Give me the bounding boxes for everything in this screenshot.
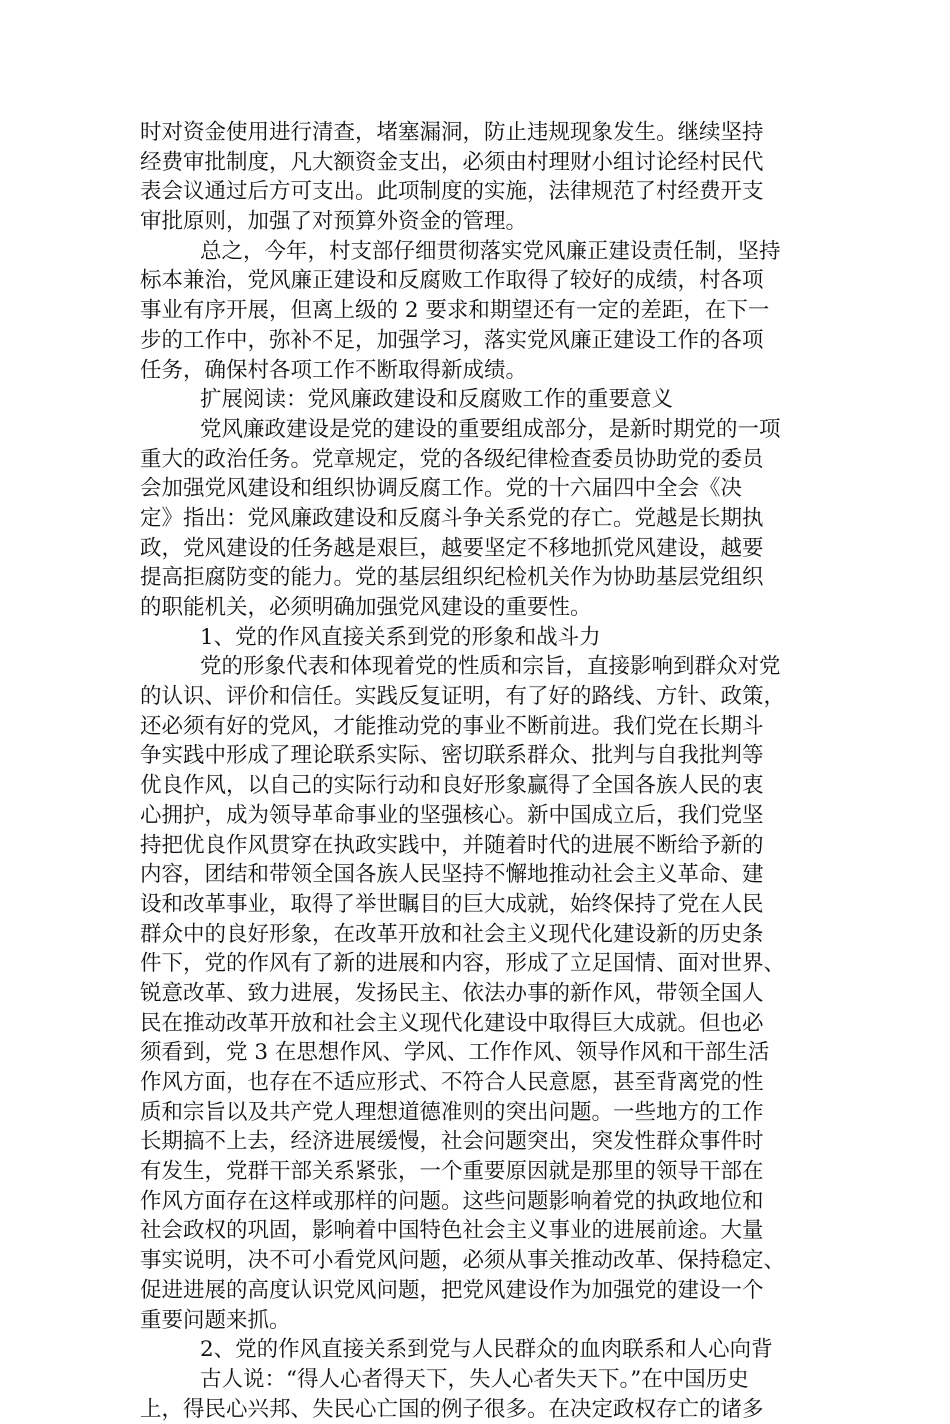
paragraph-first-line: 总之，今年，村支部仔细贯彻落实党风廉正建设责任制，坚持 [200,238,781,264]
paragraph-first-line: 党的形象代表和体现着党的性质和宗旨，直接影响到群众对党 [200,654,781,680]
text-line: 标本兼治，党风廉正建设和反腐败工作取得了较好的成绩，村各项 [140,268,764,294]
text-line: 锐意改革、致力进展，发扬民主、依法办事的新作风，带领全国人 [140,980,764,1006]
text-line: 作风方面，也存在不适应形式、不符合人民意愿，甚至背离党的性 [140,1070,764,1095]
text-line: 作风方面存在这样或那样的问题。这些问题影响着党的执政地位和 [140,1188,764,1214]
text-line: 件下，党的作风有了新的进展和内容，形成了立足国情、面对世界、 [140,951,786,977]
text-line: 还必须有好的党风，才能推动党的事业不断前进。我们党在长期斗 [140,713,764,739]
text-line: 重大的政治任务。党章规定，党的各级纪律检查委员协助党的委员 [140,446,764,472]
text-line: 有发生，党群干部关系紧张，一个重要原因就是那里的领导干部在 [140,1159,764,1185]
text-line: 民在推动改革开放和社会主义现代化建设中取得巨大成就。但也必 [140,1010,764,1036]
paragraph-first-line: 2、党的作风直接关系到党与人民群众的血肉联系和人心向背 [200,1337,773,1363]
paragraph-first-line: 党风廉政建设是党的建设的重要组成部分，是新时期党的一项 [200,416,781,442]
text-line: 的职能机关，必须明确加强党风建设的重要性。 [140,595,592,620]
text-line: 步的工作中，弥补不足，加强学习，落实党风廉正建设工作的各项 [140,327,764,353]
text-line: 重要问题来抓。 [140,1307,291,1333]
text-line: 心拥护，成为领导革命事业的坚强核心。新中国成立后，我们党坚 [140,802,764,828]
text-line: 须看到，党 3 在思想作风、学风、工作作风、领导作风和干部生活 [140,1040,770,1066]
text-line: 上，得民心兴邦、失民心亡国的例子很多。在决定政权存亡的诸多 [140,1396,764,1422]
text-line: 优良作风，以自己的实际行动和良好形象赢得了全国各族人民的衷 [140,773,764,799]
text-line: 会加强党风建设和组织协调反腐工作。党的十六届四中全会《决 [140,476,743,502]
text-line: 群众中的良好形象，在改革开放和社会主义现代化建设新的历史条 [140,921,764,947]
text-line: 政，党风建设的任务越是艰巨，越要坚定不移地抓党风建设，越要 [140,535,764,561]
paragraph-first-line: 古人说：“得人心者得天下，失人心者失天下。”在中国历史 [200,1366,749,1392]
text-line: 事实说明，决不可小看党风问题，必须从事关推动改革、保持稳定、 [140,1248,786,1274]
paragraph-first-line: 扩展阅读：党风廉政建设和反腐败工作的重要意义 [200,387,674,413]
text-line: 社会政权的巩固，影响着中国特色社会主义事业的进展前途。大量 [140,1218,764,1244]
text-line: 经费审批制度，凡大额资金支出，必须由村理财小组讨论经村民代 [140,149,764,175]
text-line: 质和宗旨以及共产党人理想道德准则的突出问题。一些地方的工作 [140,1099,764,1125]
text-line: 定》指出：党风廉政建设和反腐斗争关系党的存亡。党越是长期执 [140,505,764,531]
text-line: 长期搞不上去，经济进展缓慢，社会问题突出，突发性群众事件时 [140,1129,764,1155]
text-line: 提高拒腐防变的能力。党的基层组织纪检机关作为协助基层党组织 [140,565,764,591]
paragraph-first-line: 1、党的作风直接关系到党的形象和战斗力 [200,624,601,650]
document-body [140,118,810,1424]
text-line: 表会议通过后方可支出。此项制度的实施，法律规范了村经费开支 [140,179,764,205]
text-line: 的认识、评价和信任。实践反复证明，有了好的路线、方针、政策， [140,684,786,710]
text-line: 持把优良作风贯穿在执政实践中，并随着时代的进展不断给予新的 [140,832,764,858]
text-line: 时对资金使用进行清查，堵塞漏洞，防止违规现象发生。继续坚持 [140,120,764,145]
text-line: 任务，确保村各项工作不断取得新成绩。 [140,357,528,383]
text-line: 促进进展的高度认识党风问题，把党风建设作为加强党的建设一个 [140,1277,764,1303]
text-line: 事业有序开展，但离上级的 2 要求和期望还有一定的差距，在下一 [140,298,770,324]
text-line: 审批原则，加强了对预算外资金的管理。 [140,209,528,235]
text-line: 设和改革事业，取得了举世瞩目的巨大成就，始终保持了党在人民 [140,891,764,917]
text-line: 内容，团结和带领全国各族人民坚持不懈地推动社会主义革命、建 [140,862,764,888]
text-line: 争实践中形成了理论联系实际、密切联系群众、批判与自我批判等 [140,743,764,769]
